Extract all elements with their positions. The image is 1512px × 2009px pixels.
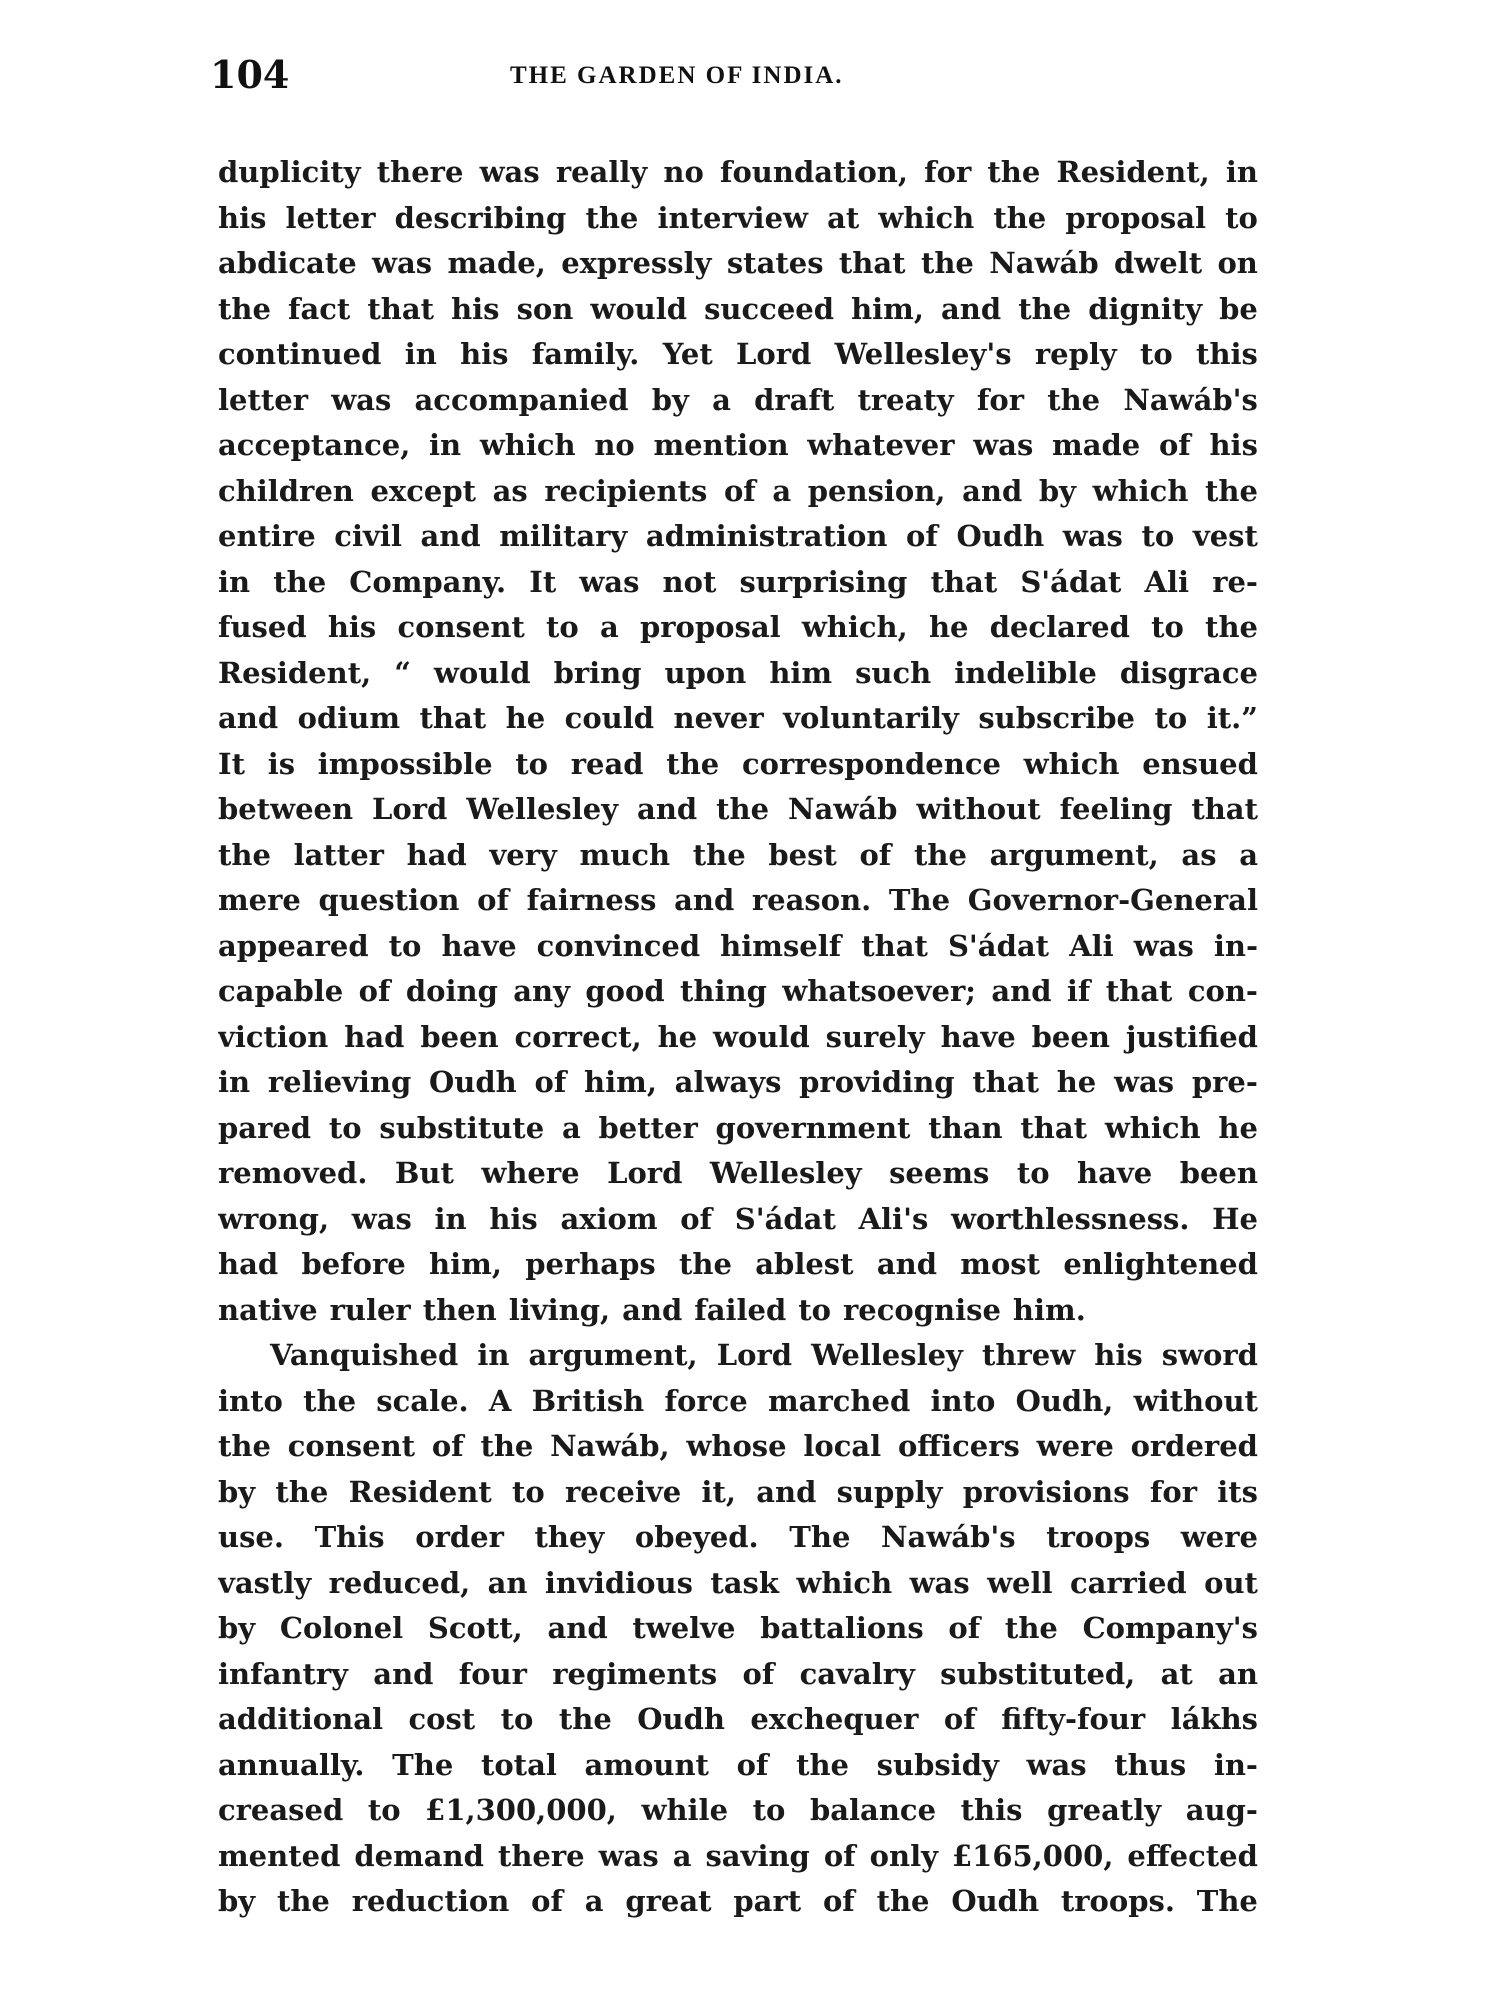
text-line: letter was accompanied by a draft treaty for the Nawáb's [218, 382, 1258, 417]
text-line: use. This order they obeyed. The Nawáb's troops were [218, 1520, 1258, 1554]
text-line: additional cost to the Oudh exchequer of fifty-four lákhs [218, 1702, 1258, 1736]
text-line: entire civil and military administration of Oudh was to vest [218, 519, 1258, 553]
text-line: capable of doing any good thing whatsoever; and if that con- [218, 974, 1258, 1008]
text-line: in relieving Oudh of him, always providing that he was pre- [218, 1065, 1258, 1099]
text-line: in the Company. It was not surprising that S'ádat Ali re- [218, 564, 1258, 599]
text-line: the fact that his son would succeed him, and the dignity be [218, 291, 1258, 326]
text-line: acceptance, in which no mention whatever was made of his [218, 428, 1258, 462]
text-line: the consent of the Nawáb, whose local officers were ordered [218, 1429, 1258, 1463]
text-line: removed. But where Lord Wellesley seems to have been [218, 1156, 1258, 1190]
text-line: continued in his family. Yet Lord Wellesley's reply to this [218, 337, 1258, 371]
body-text [218, 150, 1258, 1925]
text-line: viction had been correct, he would surely have been justified [218, 1019, 1258, 1054]
text-line: abdicate was made, expressly states that the Nawáb dwelt on [218, 246, 1258, 280]
text-line: by the Resident to receive it, and supply provisions for its [218, 1474, 1258, 1509]
text-line: annually. The total amount of the subsidy was thus in- [218, 1747, 1258, 1782]
text-line: between Lord Wellesley and the Nawáb without feeling that [218, 792, 1258, 826]
page-header [210, 52, 1260, 112]
text-line: fused his consent to a proposal which, he declared to the [218, 610, 1258, 644]
text-line: his letter describing the interview at which the proposal to [218, 200, 1258, 235]
text-line: mented demand there was a saving of only £165,000, effected [218, 1838, 1258, 1873]
text-line: wrong, was in his axiom of S'ádat Ali's worthlessness. He [218, 1201, 1258, 1236]
text-line: pared to substitute a better government than that which he [218, 1110, 1258, 1145]
text-line: vastly reduced, an invidious task which was well carried out [218, 1565, 1258, 1600]
text-line: Resident, “ would bring upon him such indelible disgrace [218, 655, 1258, 690]
text-line: children except as recipients of a pension, and by which the [218, 473, 1258, 508]
page-number: 104 [210, 52, 290, 97]
text-line: creased to £1,300,000, while to balance this greatly aug- [218, 1793, 1258, 1827]
text-line: infantry and four regiments of cavalry substituted, at an [218, 1656, 1258, 1691]
text-line: and odium that he could never voluntarily subscribe to it.” [218, 701, 1258, 735]
text-line: by Colonel Scott, and twelve battalions of the Company's [218, 1611, 1258, 1645]
text-line: the latter had very much the best of the argument, as a [218, 837, 1258, 872]
text-line: by the reduction of a great part of the Oudh troops. The [218, 1884, 1258, 1918]
text-line: mere question of fairness and reason. The Governor-General [218, 883, 1258, 917]
text-line: had before him, perhaps the ablest and most enlightened [218, 1247, 1258, 1281]
text-line: native ruler then living, and failed to recognise him. [218, 1292, 1086, 1327]
text-line: appeared to have convinced himself that S'ádat Ali was in- [218, 928, 1258, 963]
text-line: It is impossible to read the correspondence which ensued [218, 746, 1258, 781]
running-title: THE GARDEN OF INDIA. [510, 62, 844, 89]
text-line: into the scale. A British force marched into Oudh, without [218, 1383, 1258, 1418]
text-line: Vanquished in argument, Lord Wellesley threw his sword [270, 1338, 1258, 1372]
text-line: duplicity there was really no foundation, for the Resident, in [218, 155, 1258, 189]
